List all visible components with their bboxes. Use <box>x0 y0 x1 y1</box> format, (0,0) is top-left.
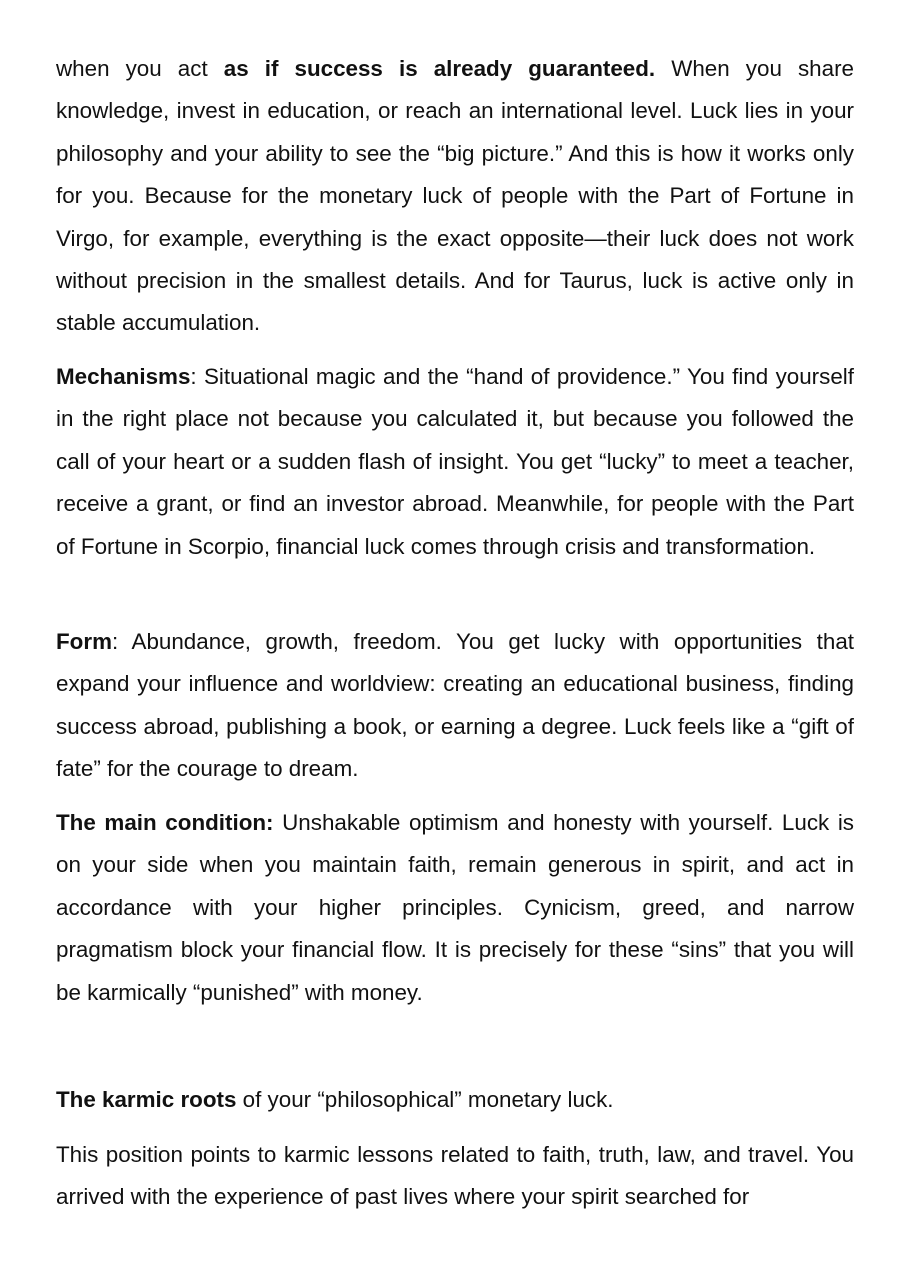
main-condition-heading: The main condition: <box>56 810 274 835</box>
form-body-text: : Abundance, growth, freedom. You get lucky with opportunities that expand your influence and worldview: creating an educational business, finding success abroad, publishing a book, or earning a degree. Luck feels like a “gift of fate” for the courage to dream. <box>56 629 854 782</box>
karmic-roots-heading: The karmic roots <box>56 1087 237 1112</box>
main-condition-body-text: Unshakable optimism and honesty with yourself. Luck is on your side when you maintain faith, remain generous in spirit, and act in accordance with your higher principles. Cynicism, greed, and narrow pragmatism block your financial flow. It is precisely for these “sins” that you will be karmically “punished” with money. <box>56 810 855 1005</box>
form-paragraph <box>56 621 854 791</box>
intro-paragraph <box>56 48 854 345</box>
karmic-lessons-paragraph <box>56 1134 854 1219</box>
intro-lead-text: when you act <box>56 56 224 81</box>
mechanisms-body-text: : Situational magic and the “hand of providence.” You find yourself in the right place not because you calculated it, but because you followed the call of your heart or a sudden flash of insight. You get “lucky” to meet a teacher, receive a grant, or find an investor abroad. Meanwhile, for people with the Part of Fortune in Scorpio, financial luck comes through crisis and transformation. <box>56 364 854 559</box>
form-heading: Form <box>56 629 112 654</box>
karmic-lessons-body-text: This position points to karmic lessons related to faith, truth, law, and travel. You arrived with the experience of past lives where your spirit searched for <box>56 1142 854 1210</box>
karmic-roots-heading-text: of your “philosophical” monetary luck. <box>236 1087 614 1112</box>
intro-body-text: When you share knowledge, invest in education, or reach an international level. Luck lies in your philosophy and your ability to see the “big picture.” And this is how it works only for you. Because for the monetary luck of people with the Part of Fortune in Virgo, for example, everything is the exact opposite—their luck does not work without precision in the smallest details. And for Taurus, luck is active only in stable accumulation. <box>56 56 854 336</box>
intro-bold-phrase: as if success is already guaranteed. <box>223 56 656 81</box>
main-condition-paragraph <box>56 802 854 1014</box>
karmic-roots-heading-paragraph <box>56 1079 854 1121</box>
mechanisms-paragraph <box>56 356 854 568</box>
mechanisms-heading: Mechanisms <box>56 364 191 389</box>
